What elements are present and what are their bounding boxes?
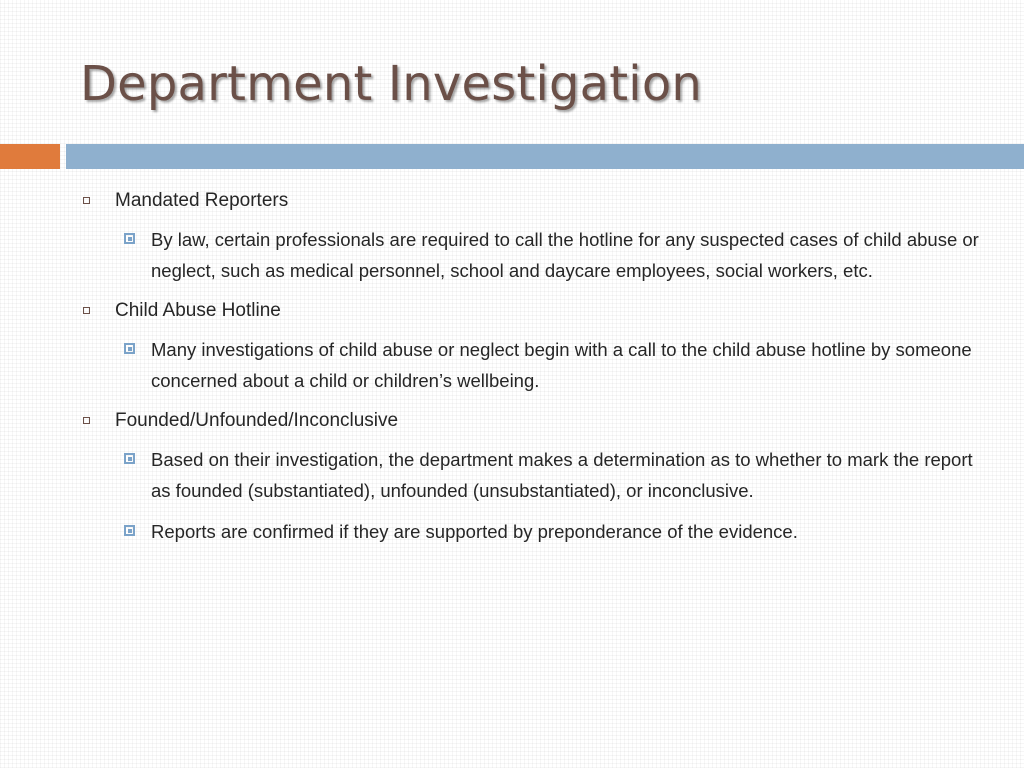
hollow-square-bullet-icon (83, 197, 90, 204)
bullet-item (80, 186, 990, 216)
sub-bullet-text: Many investigations of child abuse or neglect begin with a call to the child abuse hotline by someone concerned about a child or children’s wellbeing. (151, 339, 972, 391)
hollow-square-bullet-icon (83, 417, 90, 424)
sub-bullet-item (115, 444, 990, 506)
title-accent-bar-blue (66, 144, 1024, 169)
sub-bullet-item (115, 334, 990, 396)
bullet-text: Child Abuse Hotline (115, 300, 281, 321)
sub-bullet-text: Reports are confirmed if they are supported by preponderance of the evidence. (151, 521, 798, 542)
square-bullet-icon (124, 453, 135, 464)
bullet-item (80, 296, 990, 326)
slide-body (80, 186, 990, 557)
hollow-square-bullet-icon (83, 307, 90, 314)
sub-bullet-text: By law, certain professionals are required to call the hotline for any suspected cases of child abuse or neglect, such as medical personnel, school and daycare employees, social workers, etc. (151, 229, 979, 281)
sub-bullet-text: Based on their investigation, the department makes a determination as to whether to mark the report as founded (substantiated), unfounded (unsubstantiated), or inconclusive. (151, 449, 973, 501)
sub-bullet-item (115, 516, 990, 547)
bullet-item (80, 406, 990, 436)
sub-bullet-item (115, 224, 990, 286)
square-bullet-icon (124, 525, 135, 536)
slide-title: Department Investigation (80, 56, 703, 112)
bullet-text: Mandated Reporters (115, 190, 289, 211)
bullet-text: Founded/Unfounded/Inconclusive (115, 410, 399, 431)
square-bullet-icon (124, 233, 135, 244)
title-accent-bar-orange (0, 144, 60, 169)
square-bullet-icon (124, 343, 135, 354)
